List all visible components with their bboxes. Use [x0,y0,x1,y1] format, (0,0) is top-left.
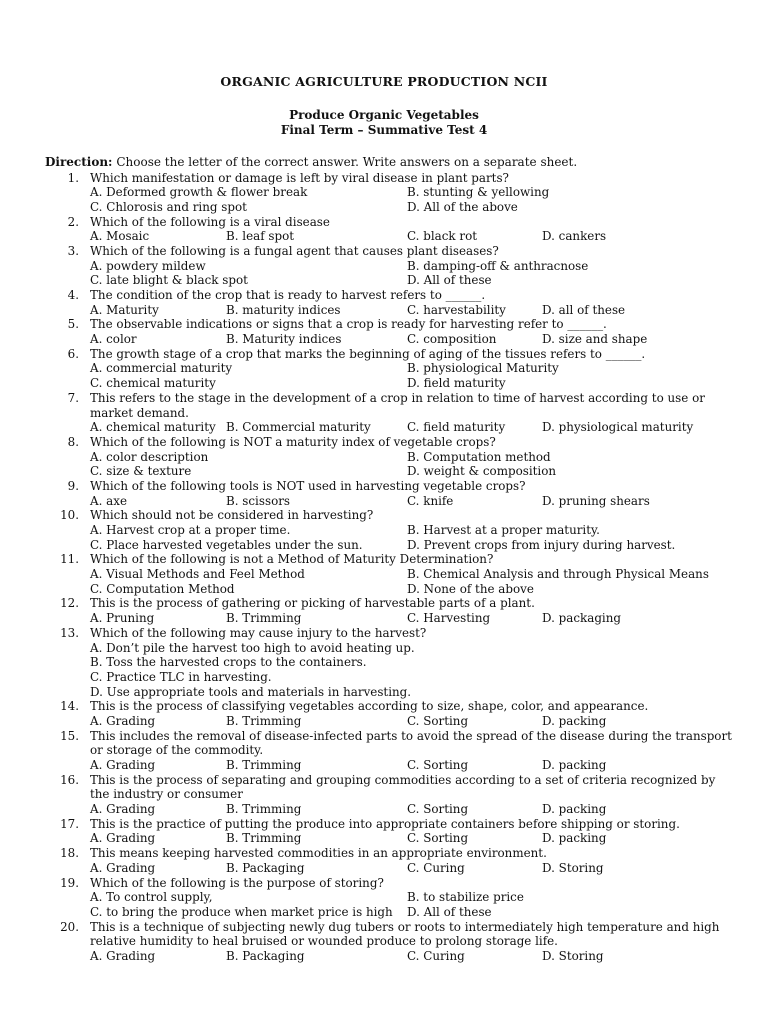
answer-option: A. Grading [90,758,156,772]
document-title: ORGANIC AGRICULTURE PRODUCTION NCII [220,74,548,89]
question-text: This includes the removal of disease-infected parts to avoid the spread of the disease during the transport [90,728,732,743]
answer-option: D. All of these [407,904,492,919]
answer-option: C. black rot [407,229,478,244]
answer-option: B. leaf spot [226,229,295,244]
option-row [0,641,768,656]
answer-option: A. Harvest crop at a proper time. [90,523,291,537]
question-text: Which of the following tools is NOT used in harvesting vegetable crops? [90,478,526,493]
answer-option: D. All of these [407,273,492,288]
answer-option: B. stunting & yellowing [407,185,550,200]
answer-option: D. Storing [542,948,604,963]
option-row [0,229,768,244]
answer-option: A. axe [90,493,127,508]
answer-option: D. cankers [542,229,607,244]
answer-option: B. to stabilize price [407,890,524,905]
question-item [0,846,768,875]
question-number: 18. [60,846,79,861]
question-item [0,596,768,625]
answer-option: B. Trimming [226,831,302,846]
answer-option: B. Trimming [226,758,302,772]
direction-text: Choose the letter of the correct answer. Write answers on a separate sheet. [116,155,578,169]
question-text: This refers to the stage in the development of a crop in relation to time of harvest according to use or [90,390,705,405]
answer-option: A. Deformed growth & flower break [90,185,308,200]
option-row [0,200,768,215]
option-row [0,611,768,626]
answer-option: C. field maturity [407,420,506,435]
option-row [0,538,768,553]
question-text: The condition of the crop that is ready to harvest refers to ______. [90,288,486,302]
question-line [0,391,768,406]
question-number: 20. [60,919,79,934]
question-line [0,288,768,303]
question-text: market demand. [90,405,189,420]
answer-option: C. Place harvested vegetables under the sun. [90,537,363,552]
question-text: or storage of the commodity. [90,743,264,758]
answer-option: C. Computation Method [90,581,235,596]
answer-option: B. maturity indices [226,302,341,317]
answer-option: B. Maturity indices [226,332,342,347]
answer-option: C. late blight & black spot [90,273,248,288]
question-item [0,171,768,215]
option-row [0,861,768,876]
question-item [0,508,768,552]
question-item [0,876,768,920]
question-text: Which should not be considered in harvesting? [90,508,374,523]
question-number: 9. [67,478,79,493]
question-line [0,876,768,891]
answer-option: D. packing [542,802,607,817]
question-line [0,215,768,230]
option-row [0,685,768,700]
question-text: The growth stage of a crop that marks the beginning of aging of the tissues refers to ______. [90,346,646,361]
answer-option: C. Curing [407,948,465,963]
question-line [0,508,768,523]
question-line [0,729,768,744]
answer-option: C. size & texture [90,464,192,479]
answer-option: B. damping-off & anthracnose [407,258,589,273]
answer-option: A. Don’t pile the harvest too high to avoid heating up. [90,640,415,655]
question-text: Which of the following may cause injury to the harvest? [90,625,427,640]
option-row [0,259,768,274]
answer-option: D. packaging [542,611,622,626]
question-number: 1. [67,170,79,185]
option-row [0,332,768,347]
question-line [0,435,768,450]
option-row [0,890,768,905]
question-text: This means keeping harvested commodities in an appropriate environment. [90,846,547,861]
question-number: 17. [60,816,79,831]
answer-option: C. composition [407,332,497,347]
question-item [0,435,768,479]
option-row [0,523,768,538]
answer-option: B. Trimming [226,802,302,817]
option-row [0,802,768,817]
option-row [0,949,768,964]
question-line [0,552,768,567]
answer-option: D. None of the above [407,581,534,596]
question-item [0,347,768,391]
question-item [0,215,768,244]
answer-option: C. Sorting [407,758,469,772]
direction-line [45,155,577,169]
answer-option: A. color [90,332,137,347]
answer-option: C. to bring the produce when market price is high [90,904,393,919]
option-row [0,273,768,288]
option-row [0,582,768,597]
question-number: 4. [67,288,79,302]
question-text: Which of the following is the purpose of storing? [90,875,384,890]
option-row [0,905,768,920]
question-number: 15. [60,728,79,743]
answer-option: D. all of these [542,302,626,317]
option-row [0,420,768,435]
answer-option: D. Prevent crops from injury during harvest. [407,537,676,552]
question-text: This is the process of gathering or picking of harvestable parts of a plant. [90,596,535,611]
answer-option: D. Storing [542,860,604,875]
question-text: This is a technique of subjecting newly dug tubers or roots to intermediately high temperature and high [90,919,720,934]
answer-option: B. Chemical Analysis and through Physical Means [407,567,709,582]
option-row [0,185,768,200]
answer-option: D. physiological maturity [542,420,694,435]
question-number: 13. [60,625,79,640]
question-line [0,817,768,832]
question-line [0,596,768,611]
question-item [0,626,768,699]
answer-option: B. Computation method [407,449,551,464]
question-list [0,171,768,964]
answer-option: D. packing [542,713,607,728]
answer-option: B. Packaging [226,860,305,875]
question-number: 3. [67,243,79,258]
answer-option: D. weight & composition [407,464,557,479]
question-text: Which of the following is not a Method of Maturity Determination? [90,552,494,567]
question-text: Which of the following is NOT a maturity index of vegetable crops? [90,434,496,449]
option-row [0,303,768,318]
question-text: Which of the following is a viral disease [90,214,330,229]
question-line [0,171,768,186]
answer-option: C. Curing [407,860,465,875]
question-number: 6. [67,346,79,361]
option-row [0,361,768,376]
question-line [0,787,768,802]
question-line [0,743,768,758]
direction-label: Direction: [45,155,113,169]
question-text: This is the practice of putting the produce into appropriate containers before shipping or storing. [90,816,680,831]
answer-option: D. Use appropriate tools and materials in harvesting. [90,684,412,699]
question-line [0,920,768,935]
question-item [0,317,768,346]
answer-option: C. harvestability [407,302,506,317]
answer-option: B. Packaging [226,948,305,963]
answer-option: A. powdery mildew [90,258,206,273]
question-line [0,626,768,641]
question-text: This is the process of separating and grouping commodities according to a set of criteria recognized by [90,772,716,787]
answer-option: B. scissors [226,493,291,508]
answer-option: A. chemical maturity [90,420,216,435]
answer-option: C. Sorting [407,713,469,728]
answer-option: B. Commercial maturity [226,420,371,435]
answer-option: A. Visual Methods and Feel Method [90,567,305,582]
question-line [0,846,768,861]
answer-option: A. Mosaic [90,229,150,244]
answer-option: A. To control supply, [90,890,213,905]
answer-option: C. Chlorosis and ring spot [90,199,247,214]
answer-option: C. Sorting [407,802,469,817]
option-row [0,655,768,670]
answer-option: D. size and shape [542,332,648,347]
answer-option: D. packing [542,831,607,846]
question-text: Which manifestation or damage is left by viral disease in plant parts? [90,170,509,185]
question-number: 7. [67,390,79,405]
answer-option: A. Grading [90,831,156,846]
question-item [0,699,768,728]
question-number: 19. [60,875,79,890]
answer-option: D. pruning shears [542,493,650,508]
question-item [0,479,768,508]
option-row [0,567,768,582]
question-line [0,317,768,332]
question-text: The observable indications or signs that a crop is ready for harvesting refer to ______. [90,317,607,332]
question-item [0,773,768,817]
answer-option: B. Harvest at a proper maturity. [407,523,600,537]
option-row [0,376,768,391]
question-number: 12. [60,596,79,611]
answer-option: A. Grading [90,948,156,963]
answer-option: D. All of the above [407,199,518,214]
question-line [0,479,768,494]
question-text: This is the process of classifying vegetables according to size, shape, color, and appearance. [90,699,649,714]
question-line [0,244,768,259]
answer-option: C. chemical maturity [90,376,216,391]
option-row [0,464,768,479]
question-number: 5. [67,317,79,332]
question-item [0,288,768,317]
option-row [0,758,768,773]
question-text: Which of the following is a fungal agent that causes plant diseases? [90,243,499,258]
option-row [0,714,768,729]
answer-option: A. Pruning [90,611,155,626]
question-line [0,406,768,421]
question-number: 14. [60,699,79,714]
answer-option: D. field maturity [407,376,506,391]
question-number: 16. [60,772,79,787]
answer-option: B. physiological Maturity [407,361,559,376]
answer-option: A. Grading [90,860,156,875]
option-row [0,494,768,509]
answer-option: B. Toss the harvested crops to the containers. [90,655,367,670]
question-number: 10. [60,508,79,523]
option-row [0,450,768,465]
question-item [0,244,768,288]
question-item [0,817,768,846]
answer-option: C. Sorting [407,831,469,846]
question-line [0,934,768,949]
answer-option: B. Trimming [226,611,302,626]
question-item [0,552,768,596]
answer-option: A. color description [90,449,209,464]
question-text: relative humidity to heal bruised or wounded produce to prolong storage life. [90,934,558,949]
answer-option: C. Harvesting [407,611,491,626]
question-item [0,729,768,773]
question-number: 8. [67,434,79,449]
answer-option: A. Grading [90,713,156,728]
question-line [0,773,768,788]
document-subtitle: Produce Organic Vegetables [289,108,479,122]
answer-option: B. Trimming [226,713,302,728]
answer-option: A. commercial maturity [90,361,233,376]
question-number: 11. [60,552,79,567]
question-item [0,391,768,435]
answer-option: A. Maturity [90,302,159,317]
answer-option: C. knife [407,493,454,508]
question-line [0,699,768,714]
answer-option: D. packing [542,758,607,772]
answer-option: C. Practice TLC in harvesting. [90,669,272,684]
option-row [0,831,768,846]
question-item [0,920,768,964]
question-number: 2. [67,214,79,229]
answer-option: A. Grading [90,802,156,817]
question-line [0,347,768,362]
question-text: the industry or consumer [90,787,243,802]
test-name: Final Term – Summative Test 4 [280,123,488,137]
option-row [0,670,768,685]
